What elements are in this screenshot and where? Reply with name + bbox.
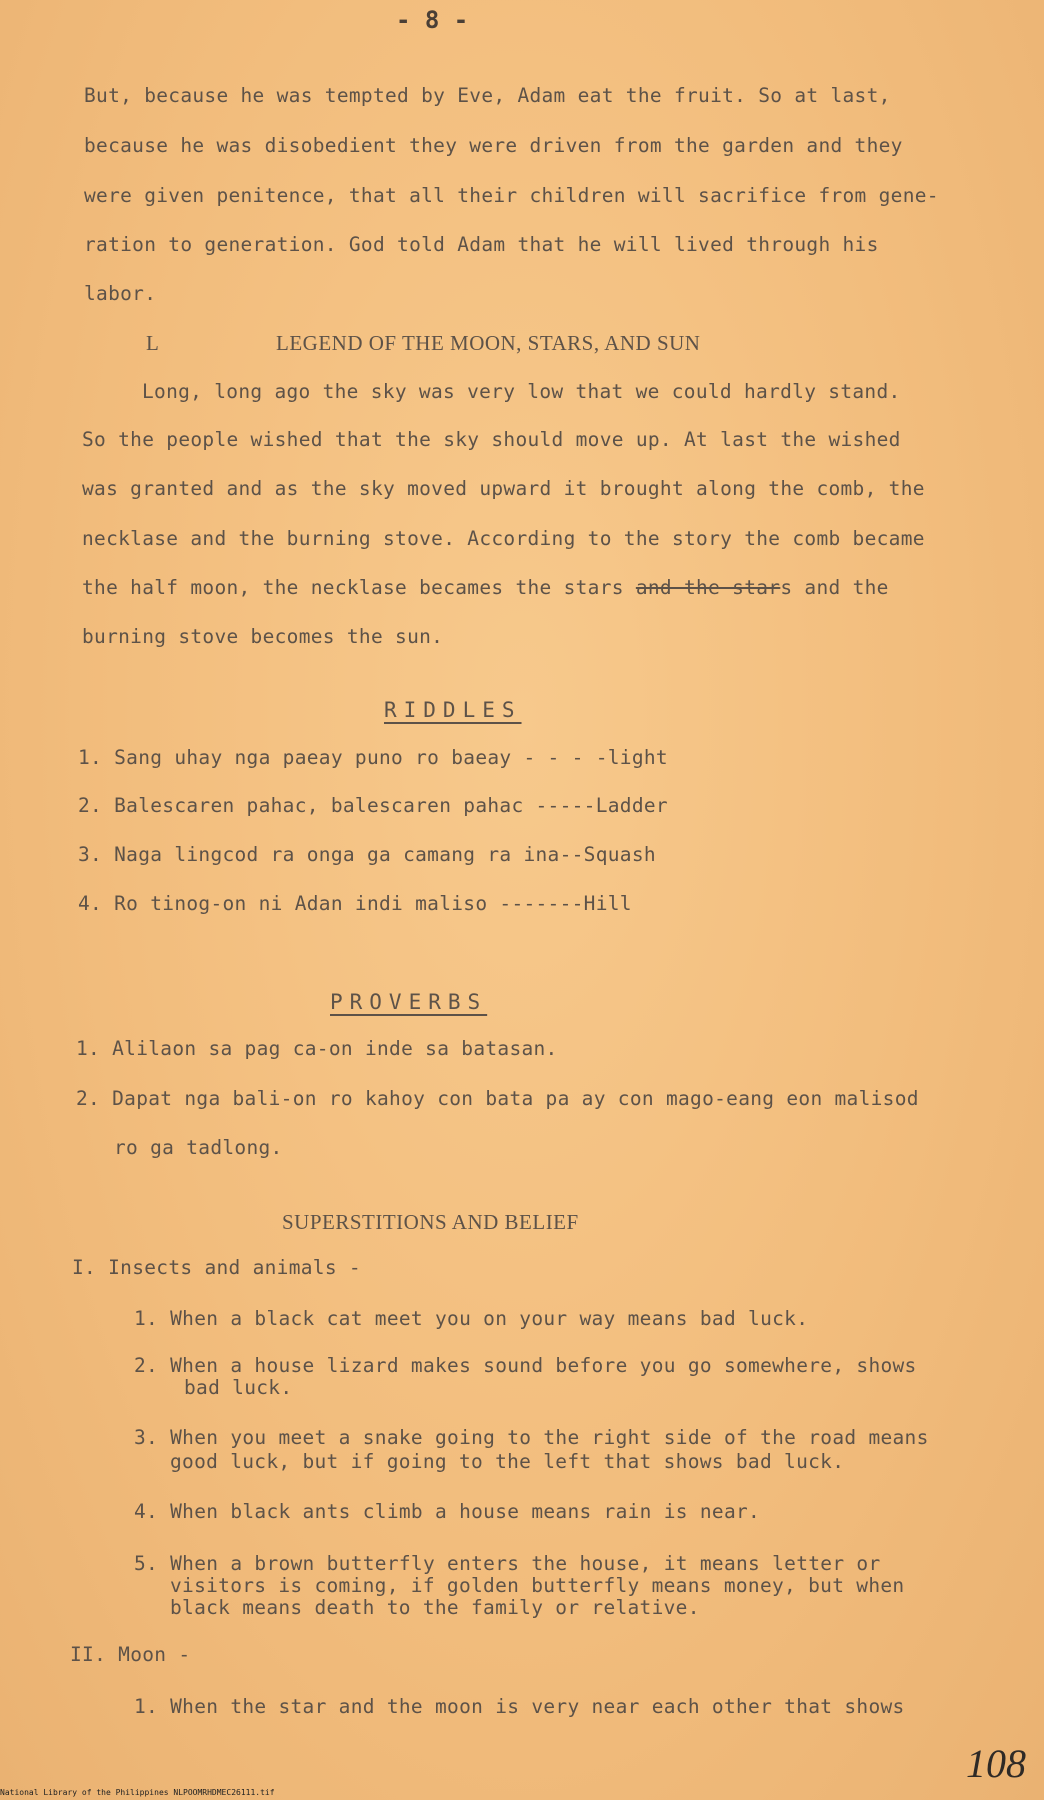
legend-line-5-start: the half moon, the necklase becames the stars — [82, 576, 636, 599]
section-insects-animals: I. Insects and animals - — [72, 1256, 361, 1279]
riddles-title: RIDDLES — [384, 698, 522, 722]
superstition-item-2-line-2: bad luck. — [184, 1376, 293, 1399]
legend-line-5-end: s and the — [780, 576, 889, 599]
legend-line-3: was granted and as the sky moved upward it brought along the comb, the — [82, 477, 925, 500]
moon-item-1: 1. When the star and the moon is very near each other that shows — [134, 1695, 905, 1718]
riddle-item: 2. Balescaren pahac, balescaren pahac -----Ladder — [78, 794, 668, 817]
intro-line-5: labor. — [84, 282, 157, 305]
proverbs-title: PROVERBS — [330, 990, 488, 1014]
superstition-item-4: 4. When black ants climb a house means rain is near. — [134, 1500, 761, 1523]
struck-text: and the star — [635, 576, 781, 599]
proverb-item-2-line-2: ro ga tadlong. — [114, 1136, 283, 1159]
superstition-item-5-line-1: 5. When a brown butterfly enters the house, it means letter or — [134, 1552, 881, 1575]
superstition-item-5-line-2: visitors is coming, if golden butterfly means money, but when — [170, 1574, 905, 1597]
handwritten-page-number: 108 — [966, 1741, 1026, 1786]
legend-line-5 — [82, 576, 889, 599]
legend-marker: L — [146, 331, 160, 355]
riddle-item: 1. Sang uhay nga paeay puno ro baeay - - - -light — [78, 746, 668, 769]
intro-line-2: because he was disobedient they were driven from the garden and they — [84, 134, 903, 157]
riddle-item: 3. Naga lingcod ra onga ga camang ra ina--Squash — [78, 843, 656, 866]
archive-footer: National Library of the Philippines NLPOOMRHDMEC26111.tif — [0, 1788, 275, 1797]
superstition-item-1: 1. When a black cat meet you on your way means bad luck. — [134, 1307, 809, 1330]
proverb-item-1: 1. Alilaon sa pag ca-on inde sa batasan. — [76, 1037, 558, 1060]
intro-line-1: But, because he was tempted by Eve, Adam eat the fruit. So at last, — [84, 84, 891, 107]
legend-line-2: So the people wished that the sky should move up. At last the wished — [82, 428, 901, 451]
riddle-item: 4. Ro tinog-on ni Adan indi maliso -------Hill — [78, 892, 632, 915]
legend-line-4: necklase and the burning stove. According to the story the comb became — [82, 527, 925, 550]
superstition-item-5-line-3: black means death to the family or relative. — [170, 1596, 700, 1619]
section-moon: II. Moon - — [70, 1643, 191, 1666]
superstition-item-2-line-1: 2. When a house lizard makes sound before you go somewhere, shows — [134, 1354, 917, 1377]
legend-line-6: burning stove becomes the sun. — [82, 625, 444, 648]
legend-line-1: Long, long ago the sky was very low that we could hardly stand. — [142, 380, 901, 403]
legend-title: LEGEND OF THE MOON, STARS, AND SUN — [276, 331, 701, 355]
intro-line-4: ration to generation. God told Adam that he will lived through his — [84, 233, 879, 256]
superstition-item-3-line-1: 3. When you meet a snake going to the right side of the road means — [134, 1426, 929, 1449]
superstitions-title: SUPERSTITIONS AND BELIEF — [282, 1210, 579, 1234]
proverb-item-2-line-1: 2. Dapat nga bali-on ro kahoy con bata pa ay con mago-eang eon malisod — [76, 1087, 919, 1110]
superstition-item-3-line-2: good luck, but if going to the left that shows bad luck. — [170, 1450, 845, 1473]
page-number: - 8 - — [396, 6, 469, 34]
intro-line-3: were given penitence, that all their children will sacrifice from gene- — [84, 184, 939, 207]
